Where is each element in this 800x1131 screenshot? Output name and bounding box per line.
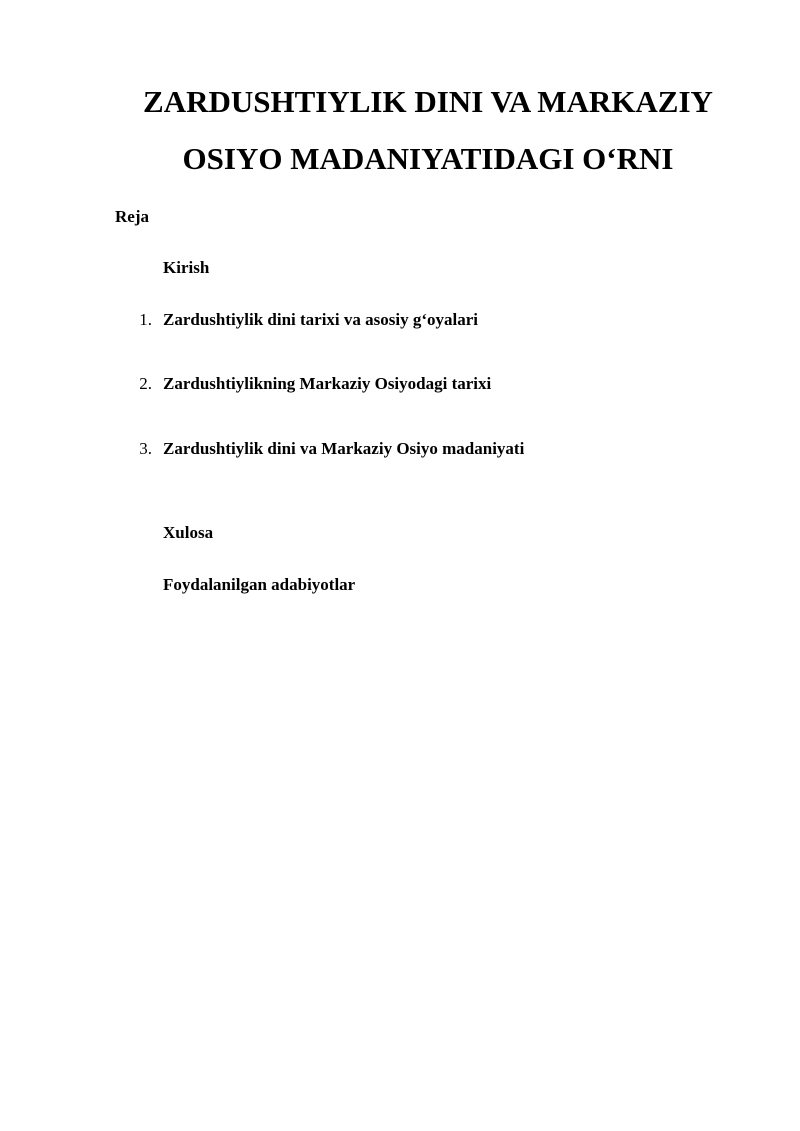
plan-item-references: Foydalanilgan adabiyotlar <box>163 575 356 594</box>
plan-item-1: Zardushtiylik dini tarixi va asosiy g‘oyalari <box>163 310 479 329</box>
plan-item-number-1: 1. <box>139 310 152 329</box>
plan-item-number-2: 2. <box>139 374 152 393</box>
plan-item-intro: Kirish <box>163 258 210 277</box>
plan-item-number-3: 3. <box>139 439 152 458</box>
plan-item-2: Zardushtiylikning Markaziy Osiyodagi tarixi <box>163 374 492 393</box>
plan-item-3: Zardushtiylik dini va Markaziy Osiyo madaniyati <box>163 439 525 458</box>
page-title-line-2: OSIYO MADANIYATIDAGI O‘RNI <box>182 141 674 176</box>
page-title-line-1: ZARDUSHTIYLIK DINI VA MARKAZIY <box>143 84 713 119</box>
plan-heading: Reja <box>115 207 149 226</box>
page-title <box>100 73 756 187</box>
plan-item-conclusion: Xulosa <box>163 523 214 542</box>
